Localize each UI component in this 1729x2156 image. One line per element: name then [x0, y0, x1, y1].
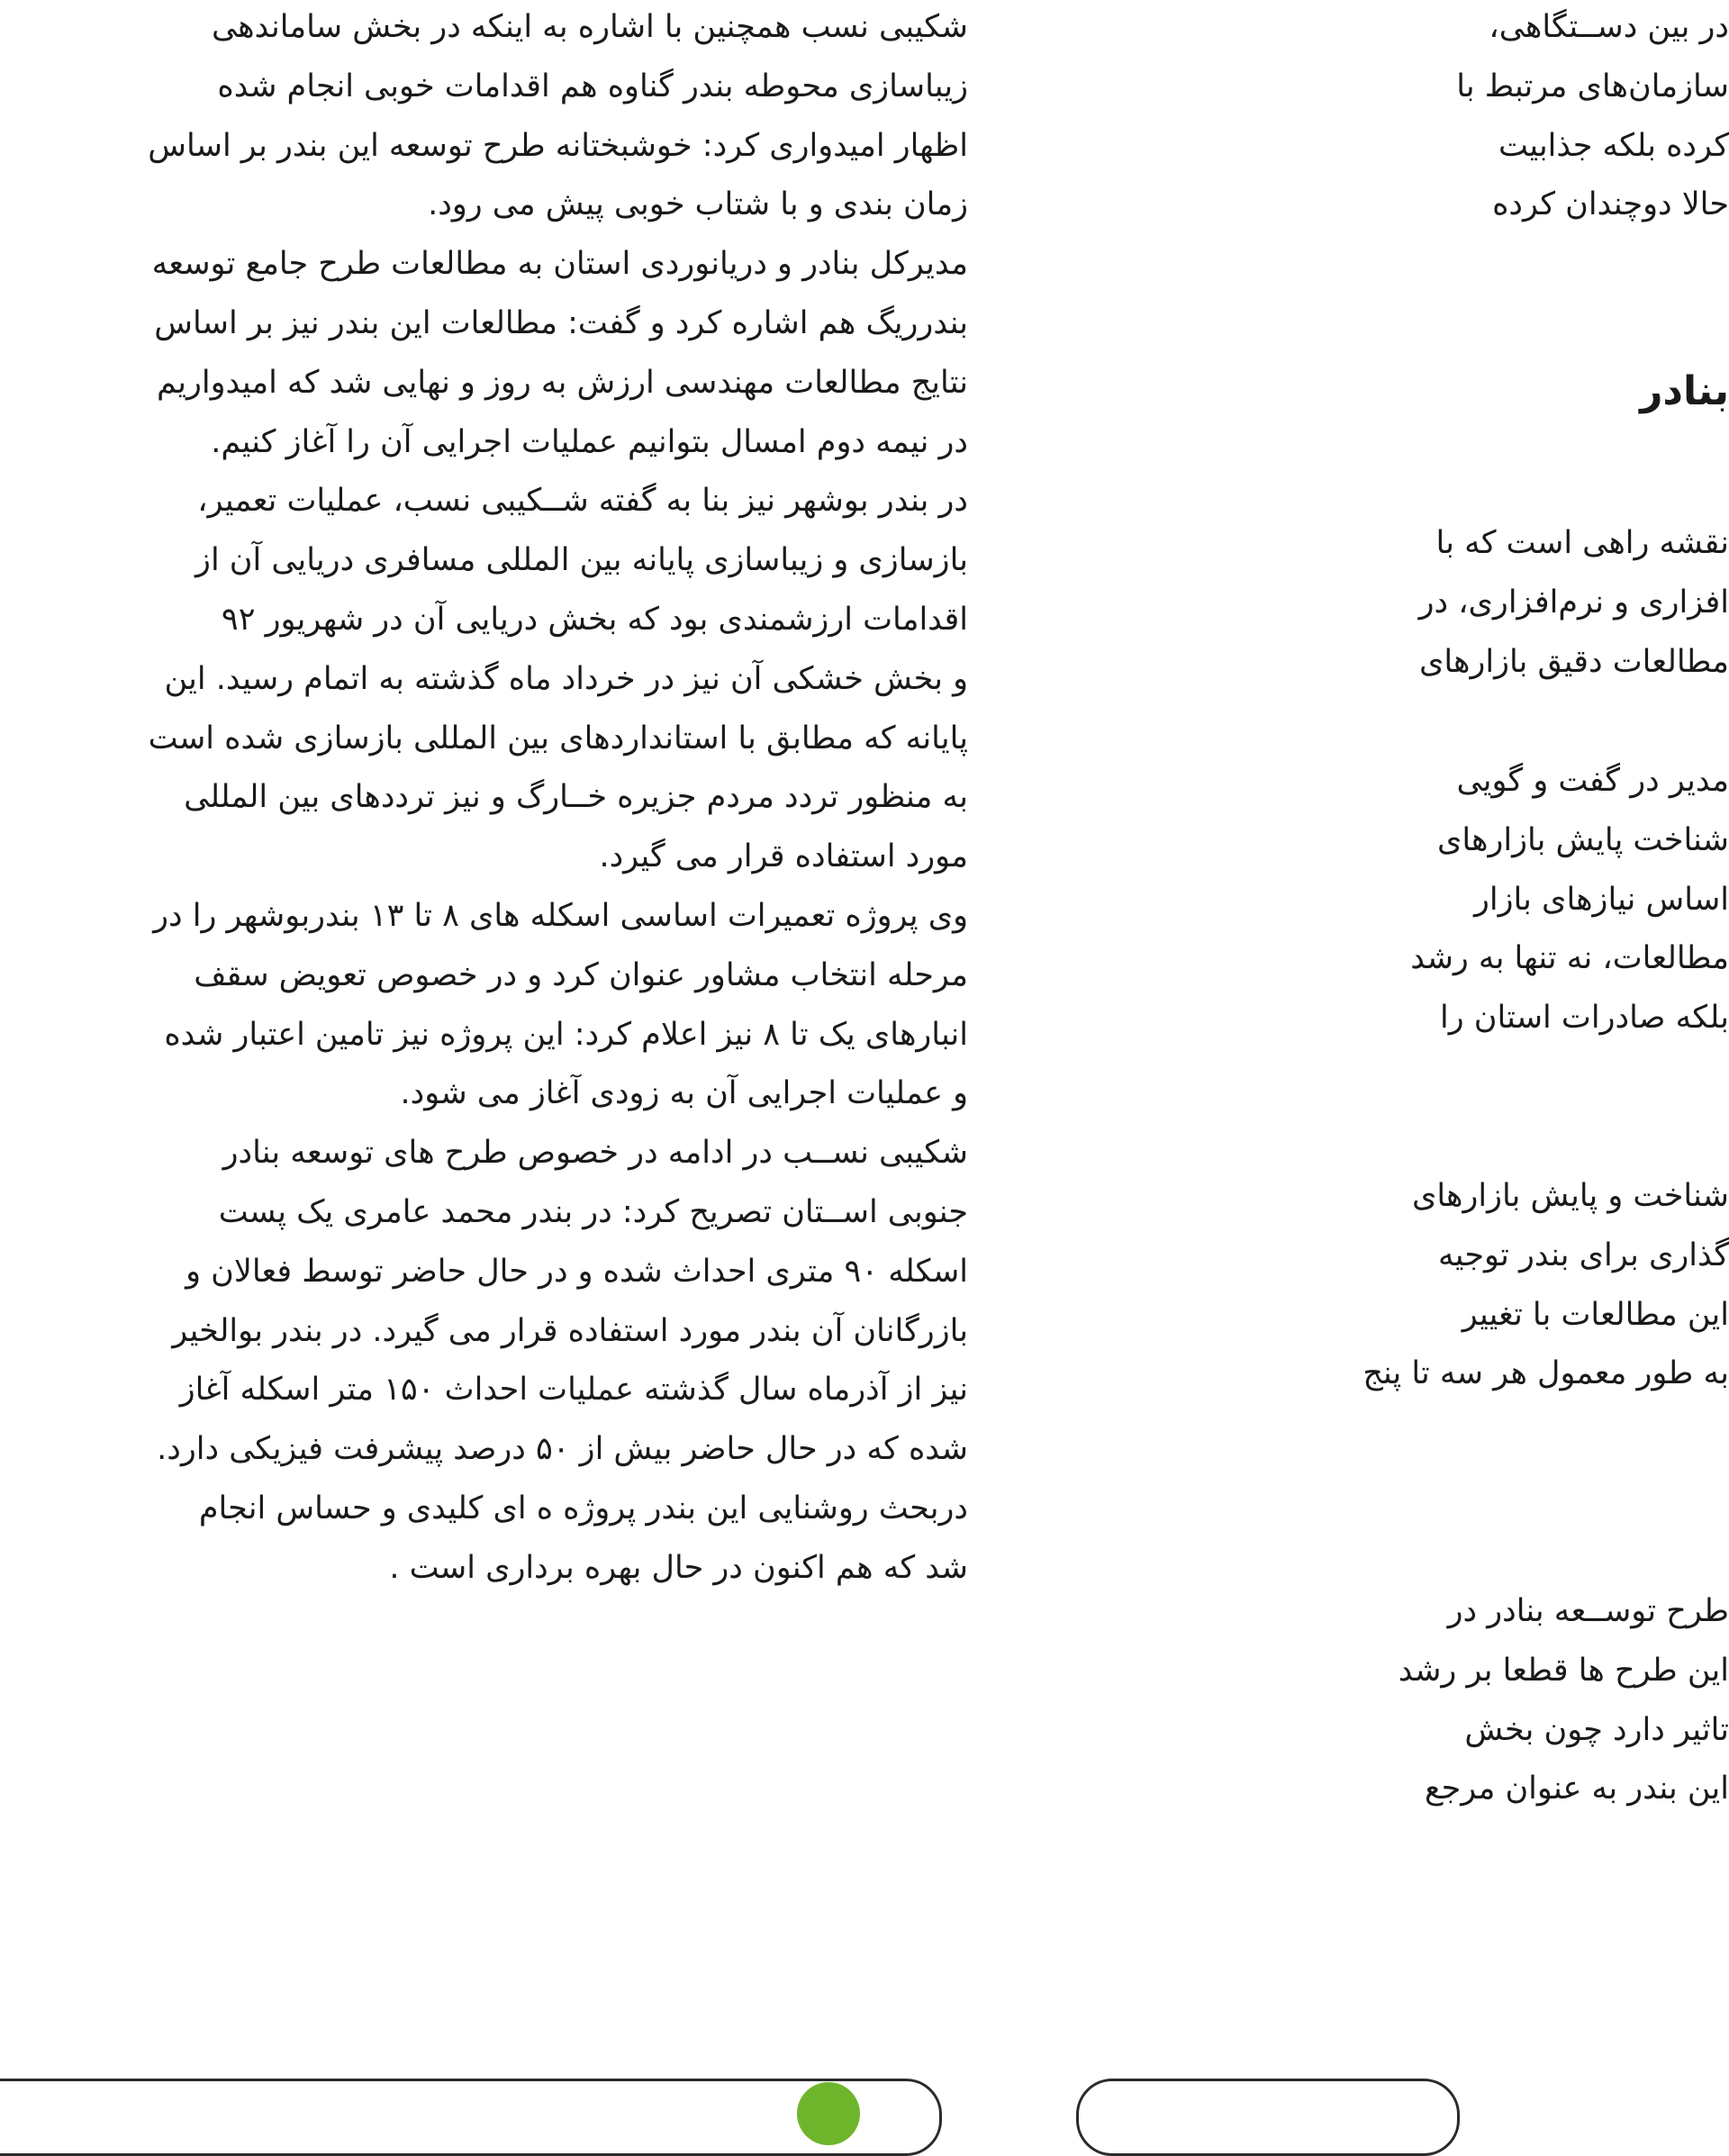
- green-circle-icon: [797, 2082, 860, 2145]
- sidebar-text-line: شناخت و پایش بازارهای: [1411, 1178, 1729, 1214]
- article-text-line: مورد استفاده قرار می گیرد.: [599, 838, 968, 874]
- section-heading: بنادر: [1640, 368, 1729, 414]
- article-text-line: بازرگانان آن بندر مورد استفاده قرار می گیرد. در بندر بوالخیر: [172, 1313, 968, 1349]
- sidebar-text-line: به طور معمول هر سه تا پنج: [1362, 1355, 1729, 1391]
- article-text-line: زیباسازی محوطه بندر گناوه هم اقدامات خوبی انجام شده: [217, 68, 968, 104]
- article-text-line: در نیمه دوم امسال بتوانیم عملیات اجرایی آن را آغاز کنیم.: [211, 424, 968, 460]
- article-text-line: وی پروژه تعمیرات اساسی اسکله های ۸ تا ۱۳ بندربوشهر را در: [153, 898, 968, 934]
- article-text-line: انبارهای یک تا ۸ نیز اعلام کرد: این پروژه نیز تامین اعتبار شده: [164, 1017, 968, 1053]
- bottom-box-right: [1076, 2079, 1460, 2156]
- sidebar-text-line: گذاری برای بندر توجیه: [1438, 1237, 1729, 1273]
- article-text-line: اقدامات ارزشمندی بود که بخش دریایی آن در شهریور ۹۲: [221, 602, 968, 638]
- sidebar-text-line: کرده بلکه جذابیت: [1498, 128, 1729, 164]
- article-text-line: در بندر بوشهر نیز بنا به گفته شــکیبی نسب، عملیات تعمیر،: [197, 483, 968, 519]
- article-text-line: بندرریگ هم اشاره کرد و گفت: مطالعات این بندر نیز بر اساس: [154, 305, 968, 341]
- sidebar-text-line: در بین دســتگاهی،: [1489, 9, 1729, 45]
- sidebar-text-line: بلکه صادرات استان را: [1440, 1000, 1729, 1036]
- sidebar-text-line: طرح توســعه بنادر در: [1447, 1593, 1729, 1629]
- sidebar-text-line: این طرح ها قطعا بر رشد: [1398, 1653, 1729, 1689]
- article-text-line: شده که در حال حاضر بیش از ۵۰ درصد پیشرفت فیزیکی دارد.: [157, 1431, 968, 1467]
- sidebar-text-line: تاثیر دارد چون بخش: [1464, 1712, 1729, 1748]
- article-text-line: نیز از آذرماه سال گذشته عملیات احداث ۱۵۰ متر اسکله آغاز: [179, 1372, 968, 1408]
- article-text-line: مدیرکل بنادر و دریانوردی استان به مطالعات طرح جامع توسعه: [151, 246, 968, 282]
- article-text-line: و عملیات اجرایی آن به زودی آغاز می شود.: [400, 1075, 968, 1111]
- article-text-line: شکیبی نســب در ادامه در خصوص طرح های توسعه بنادر: [222, 1135, 968, 1171]
- sidebar-text-line: مدیر در گفت و گویی: [1456, 763, 1729, 799]
- article-text-line: و بخش خشکی آن نیز در خرداد ماه گذشته به اتمام رسید. این: [164, 661, 968, 697]
- article-text-line: پایانه که مطابق با استانداردهای بین المللی بازسازی شده است: [148, 720, 968, 756]
- article-text-line: شد که هم اکنون در حال بهره برداری است .: [389, 1550, 968, 1586]
- sidebar-text-line: شناخت پایش بازارهای: [1436, 822, 1729, 858]
- sidebar-text-line: مطالعات، نه تنها به رشد: [1410, 940, 1729, 976]
- article-text-line: اسکله ۹۰ متری احداث شده و در حال حاضر توسط فعالان و: [186, 1254, 968, 1290]
- article-text-line: بازسازی و زیباسازی پایانه بین المللی مسافری دریایی آن از: [195, 542, 968, 578]
- side-article-column: [1027, 0, 1729, 2062]
- article-text-line: زمان بندی و با شتاب خوبی پیش می رود.: [428, 186, 968, 222]
- article-text-line: اظهار امیدواری کرد: خوشبختانه طرح توسعه این بندر بر اساس: [148, 128, 968, 164]
- sidebar-text-line: این مطالعات با تغییر: [1462, 1297, 1729, 1333]
- article-text-line: نتایج مطالعات مهندسی ارزش به روز و نهایی شد که امیدواریم: [156, 365, 968, 401]
- sidebar-text-line: نقشه راهی است که با: [1435, 525, 1729, 561]
- sidebar-text-line: اساس نیازهای بازار: [1473, 882, 1729, 918]
- sidebar-text-line: حالا دوچندان کرده: [1492, 186, 1729, 222]
- sidebar-text-line: این بندر به عنوان مرجع: [1425, 1771, 1729, 1807]
- sidebar-text-line: افزاری و نرم‌افزاری، در: [1418, 584, 1729, 621]
- article-text-line: دربحث روشنایی این بندر پروژه ه ای کلیدی و حساس انجام: [198, 1490, 968, 1526]
- article-text-line: جنوبی اســتان تصریح کرد: در بندر محمد عامری یک پست: [218, 1194, 968, 1230]
- article-text-line: مرحله انتخاب مشاور عنوان کرد و در خصوص تعویض سقف: [194, 957, 968, 993]
- article-text-line: شکیبی نسب همچنین با اشاره به اینکه در بخش ساماندهی: [211, 9, 968, 45]
- sidebar-text-line: سازمان‌های مرتبط با: [1456, 68, 1729, 104]
- article-text-line: به منظور تردد مردم جزیره خــارگ و نیز ترددهای بین المللی: [184, 779, 968, 815]
- sidebar-text-line: مطالعات دقیق بازارهای: [1418, 644, 1729, 680]
